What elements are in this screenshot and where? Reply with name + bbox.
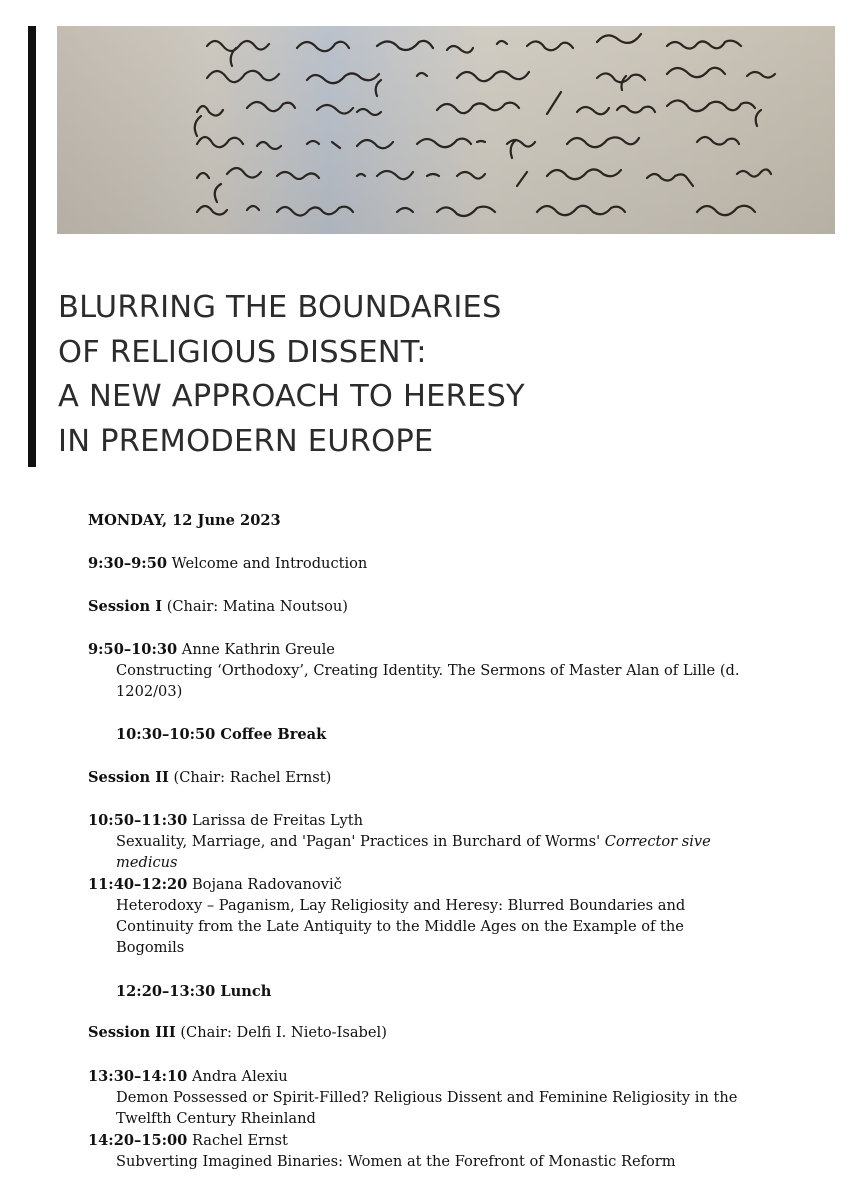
lunch-break: 12:20–13:30 Lunch — [116, 983, 272, 1000]
talk-5-time: 14:20–15:00 — [88, 1132, 188, 1149]
talk-1-title-line-1: Constructing ‘Orthodoxy’, Creating Identity. The Sermons of Master Alan of Lille (d. — [116, 662, 740, 679]
talk-1 — [88, 639, 788, 702]
title-line-1: BLURRING THE BOUNDARIES — [58, 290, 502, 325]
welcome-time: 9:30–9:50 — [88, 555, 167, 572]
manuscript-handwriting-image — [57, 26, 835, 234]
session-2-heading — [88, 767, 788, 788]
talk-3-speaker: Bojana Radovanovič — [187, 876, 342, 893]
talk-2-title-plain: Sexuality, Marriage, and 'Pagan' Practices in Burchard of Worms' — [116, 833, 605, 850]
talk-3-time: 11:40–12:20 — [88, 876, 188, 893]
talk-1-speaker: Anne Kathrin Greule — [177, 641, 335, 658]
session-2-label: Session II — [88, 769, 169, 786]
title-line-2: OF RELIGIOUS DISSENT: — [58, 334, 427, 370]
session-3-label: Session III — [88, 1024, 176, 1041]
talk-4-speaker: Andra Alexiu — [187, 1068, 288, 1085]
welcome-entry — [88, 553, 788, 574]
talk-2-title-italic-2: medicus — [116, 854, 178, 871]
left-accent-bar — [28, 26, 36, 467]
session-1-chair: (Chair: Matina Noutsou) — [162, 598, 348, 615]
talk-5 — [88, 1130, 788, 1172]
talk-4-title-line-2: Twelfth Century Rheinland — [116, 1110, 316, 1127]
talk-2-time: 10:50–11:30 — [88, 812, 188, 829]
talk-3-title-line-3: Bogomils — [116, 939, 185, 956]
talk-4-time: 13:30–14:10 — [88, 1068, 188, 1085]
day-heading: MONDAY, 12 June 2023 — [88, 512, 281, 529]
talk-5-speaker: Rachel Ernst — [187, 1132, 288, 1149]
coffee-break: 10:30–10:50 Coffee Break — [116, 726, 327, 743]
talk-2-title-line-1 — [88, 831, 788, 852]
session-3-chair: (Chair: Delfi I. Nieto-Isabel) — [175, 1024, 387, 1041]
talk-1-title-line-2: 1202/03) — [116, 683, 183, 700]
session-2-chair: (Chair: Rachel Ernst) — [168, 769, 332, 786]
talk-5-title-line-1: Subverting Imagined Binaries: Women at the Forefront of Monastic Reform — [116, 1153, 676, 1170]
talk-2 — [88, 810, 788, 873]
talk-2-speaker: Larissa de Freitas Lyth — [187, 812, 363, 829]
talk-3 — [88, 874, 788, 958]
title-line-3: A NEW APPROACH TO HERESY — [58, 379, 525, 414]
welcome-text: Welcome and Introduction — [167, 555, 368, 572]
talk-2-title-italic: Corrector sive — [604, 833, 711, 850]
talk-4 — [88, 1066, 788, 1129]
talk-1-time: 9:50–10:30 — [88, 641, 178, 658]
event-title — [58, 286, 818, 464]
session-1-heading — [88, 596, 788, 617]
talk-3-title-line-2: Continuity from the Late Antiquity to the Middle Ages on the Example of the — [116, 918, 684, 935]
talk-4-title-line-1: Demon Possessed or Spirit-Filled? Religious Dissent and Feminine Religiosity in the — [116, 1089, 738, 1106]
session-1-label: Session I — [88, 598, 163, 615]
session-3-heading — [88, 1022, 788, 1043]
title-line-4: IN PREMODERN EUROPE — [58, 423, 434, 459]
talk-3-title-line-1: Heterodoxy – Paganism, Lay Religiosity and Heresy: Blurred Boundaries and — [116, 897, 686, 914]
talk-2-title-line-2 — [88, 852, 788, 873]
